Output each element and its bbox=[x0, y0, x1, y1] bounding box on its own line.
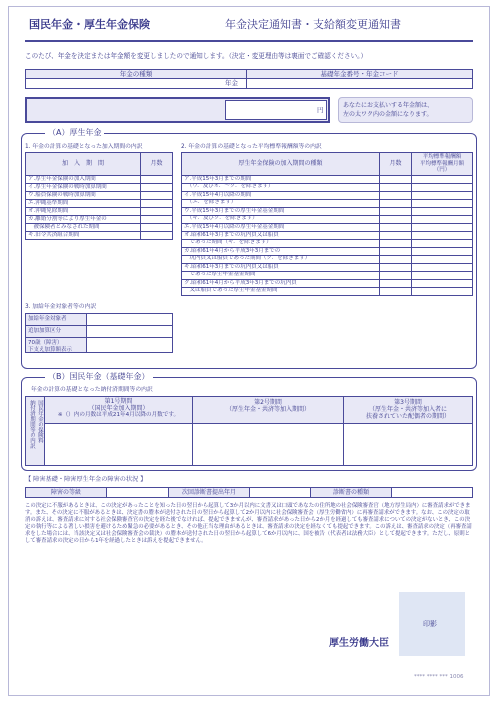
a2-header-avg bbox=[411, 152, 473, 176]
b-col3-line2: （厚生年金・共済等加入者に bbox=[368, 406, 447, 413]
a1-row-months bbox=[140, 231, 173, 240]
b-col2-value bbox=[192, 423, 344, 466]
appeal-footnote: この決定に不服があるときは、この決定があったことを知った日の翌日から起算して3か月以内に文書又は口頭であなたの住所地の社会保険審査官（地方厚生局内）に審査請求ができます。また、その決定に不服があるときは、決定書の謄本が送付された日の翌日から起算して2か月以内に社会保険審査会（厚生労働省内）に再審査請求ができます。なお、この決定の取消の訴えは、審査請求に対する社会保険審査官の決定を経た後でなければ、提起できませんが、審査請求があった日から2か月を経過しても審査請求についての決定がないとき、この決定の執行等による著しい損害を避けるため緊急の必要があるとき、その他正当な理由があるときは、審査請求の決定を経なくても提起できます。この訴えは、審査請求の決定（再審査請求をした場合には、当該決定又は社会保険審査会の裁決）の謄本が送付された日の翌日から起算して6か月以内に、国を被告（代表者は法務大臣）として提起できます。ただし、原則として審査請求の決定の日から1年を経過したときは訴えを提起できません。 bbox=[25, 503, 472, 544]
pension-code-label: 基礎年金番号・年金コード bbox=[320, 70, 399, 78]
a1-row-label: イ.厚生年金保険の戦時加算期間 bbox=[25, 183, 141, 192]
section-a-sub1: 1. 年金の計算の基礎となった加入期間の内訳 bbox=[25, 144, 143, 150]
document-code: **** **** *** 1006 bbox=[414, 674, 464, 680]
a1-header-period bbox=[25, 152, 141, 176]
a2-header-avg-text: 平均標準報酬額 平均標準報酬月額 （円） bbox=[419, 154, 464, 173]
a1-row-label: 被保険者とみなされた期間 bbox=[25, 223, 141, 232]
section-b-title: （B）国民年金（基礎年金） bbox=[45, 372, 153, 381]
disability-next-label bbox=[168, 487, 250, 498]
seal-label: 印影 bbox=[423, 620, 437, 628]
a2-row-label: （ウ．及びオ．～ク．を除きます） bbox=[181, 183, 380, 192]
intro-text: このたび、年金を決定または年金額を変更しましたので通知します。（決定・変更理由等は裏面でご確認ください。） bbox=[25, 52, 368, 60]
a2-row-label: キ.昭和61年3月までの坑内員又は船員 bbox=[181, 263, 380, 272]
a3-row-label: 70歳（障害） 下支え加算額表示 bbox=[25, 337, 87, 353]
a2-row-label: （エ．を除きます） bbox=[181, 199, 380, 208]
section-a-sub3: 3. 加給年金対象者等の内訳 bbox=[25, 304, 97, 310]
disability-next-text: 次回診断書提出年月 bbox=[181, 489, 236, 496]
b-col2-header bbox=[192, 396, 344, 424]
header-left-title: 国民年金・厚生年金保険 bbox=[29, 18, 150, 31]
amount-note-line2: 左の太ワク内の金額になります。 bbox=[343, 111, 433, 118]
b-side-label-text: 納付済期間等の内訳 bbox=[29, 400, 35, 449]
disability-title: 【 障害基礎・障害厚生年金の障害の状況 】 bbox=[25, 476, 147, 483]
amount-note-line1: あなたにお支払いする年金額は、 bbox=[343, 102, 434, 109]
b-col1-header bbox=[44, 396, 193, 424]
a2-row-label: オ.昭和61年3月までの坑内員又は船員 bbox=[181, 231, 380, 240]
a2-row-label: （キ．及びク．を除きます） bbox=[181, 215, 380, 224]
a1-row-label: カ.離婚分割等により厚生年金の bbox=[25, 215, 141, 224]
b-col1-line3: ※（）内の月数は平成21年4月以降の月数です。 bbox=[57, 412, 180, 418]
disability-grade-text: 障害の等級 bbox=[50, 489, 81, 496]
a3-row-value bbox=[86, 337, 173, 353]
a1-header-months-text: 月数 bbox=[150, 160, 163, 167]
a1-row-label: エ.沖縄基準期間 bbox=[25, 199, 141, 208]
a3-row-label: 加給年金対象者 bbox=[25, 313, 87, 326]
disability-cert-label bbox=[310, 487, 392, 498]
a2-row-label: ク.昭和61年4月から平成3年3月までの坑内員 bbox=[181, 279, 380, 288]
a2-row-label: 坑内員又は船員であった期間（ク．を除きます） bbox=[181, 255, 380, 264]
a1-row-label: ア.厚生年金保険の加入期間 bbox=[25, 175, 141, 184]
section-b-sub: 年金の計算の基礎となった納付済期間等の内訳 bbox=[31, 387, 153, 393]
b-col2-line2: （厚生年金・共済等加入期間） bbox=[225, 406, 310, 413]
header-right-title: 年金決定通知書・支給額変更通知書 bbox=[225, 18, 401, 31]
b-col3-line1: 第3号期間 bbox=[394, 399, 422, 406]
minister-name: 厚生労働大臣 bbox=[329, 638, 389, 649]
disability-grade-value bbox=[106, 487, 169, 498]
a1-header-period-text: 加 入 期 間 bbox=[61, 160, 104, 167]
pension-type-value-text: 年金 bbox=[225, 79, 238, 87]
b-col3-line3: 扶養されていた配偶者の期間） bbox=[365, 413, 450, 420]
b-col1-value bbox=[44, 423, 193, 466]
disability-grade-label bbox=[25, 487, 107, 498]
a2-row-label: であった厚生年金基金期間 bbox=[181, 271, 380, 280]
disability-next-value bbox=[249, 487, 311, 498]
amount-unit: 円 bbox=[317, 106, 324, 114]
a2-row-months bbox=[379, 287, 412, 296]
b-col2-line1: 第2号期間 bbox=[254, 399, 282, 406]
a2-header-type bbox=[181, 152, 380, 176]
amount-note-box bbox=[338, 97, 473, 123]
a1-header-months bbox=[140, 152, 173, 176]
amount-value-box bbox=[225, 100, 327, 120]
a2-row-label: エ.平成15年4月以降の厚生年金基金期間 bbox=[181, 223, 380, 232]
a1-row-label: キ.旧令共済組合期間 bbox=[25, 231, 141, 240]
pension-code-value bbox=[246, 78, 473, 89]
a1-row-label: ウ.船員保険の戦時加算期間 bbox=[25, 191, 141, 200]
pension-type-value bbox=[25, 78, 247, 89]
a2-row-label: カ.昭和61年4月から平成3年3月までの bbox=[181, 247, 380, 256]
a2-header-months bbox=[379, 152, 412, 176]
b-col1-line1: 第1号期間 bbox=[104, 398, 133, 405]
a2-row-label: ア.平成15年3月までの期間 bbox=[181, 175, 380, 184]
disability-cert-value bbox=[391, 487, 473, 498]
a1-row-label: オ.沖縄免除期間 bbox=[25, 207, 141, 216]
a2-row-label: であった期間（キ．を除きます） bbox=[181, 239, 380, 248]
a2-row-avg bbox=[411, 287, 473, 296]
b-col1-line2: （国民年金加入期間） bbox=[88, 405, 149, 412]
section-a-sub2: 2. 年金の計算の基礎となった平均標準報酬額等の内訳 bbox=[181, 144, 322, 150]
a2-header-type-text: 厚生年金保険の加入期間の種類 bbox=[238, 160, 323, 167]
a2-row-label: ウ.平成15年3月までの厚生年金基金期間 bbox=[181, 207, 380, 216]
a2-row-label: イ.平成15年4月以降の期間 bbox=[181, 191, 380, 200]
section-a-title: （A）厚生年金 bbox=[45, 128, 104, 137]
pension-type-label: 年金の種類 bbox=[119, 70, 153, 78]
disability-cert-text: 診断書の種類 bbox=[332, 489, 369, 496]
b-col3-header bbox=[343, 396, 473, 424]
header-rule bbox=[25, 40, 473, 42]
b-side-label-text2: 国民年金の保険料 bbox=[37, 400, 43, 444]
a2-header-months-text: 月数 bbox=[389, 160, 402, 167]
a2-row-label: 又は船員であった厚生年金基金期間 bbox=[181, 287, 380, 296]
b-col3-value bbox=[343, 423, 473, 466]
a3-row-label: 追加加算区分 bbox=[25, 325, 87, 338]
notice-document bbox=[8, 6, 490, 696]
